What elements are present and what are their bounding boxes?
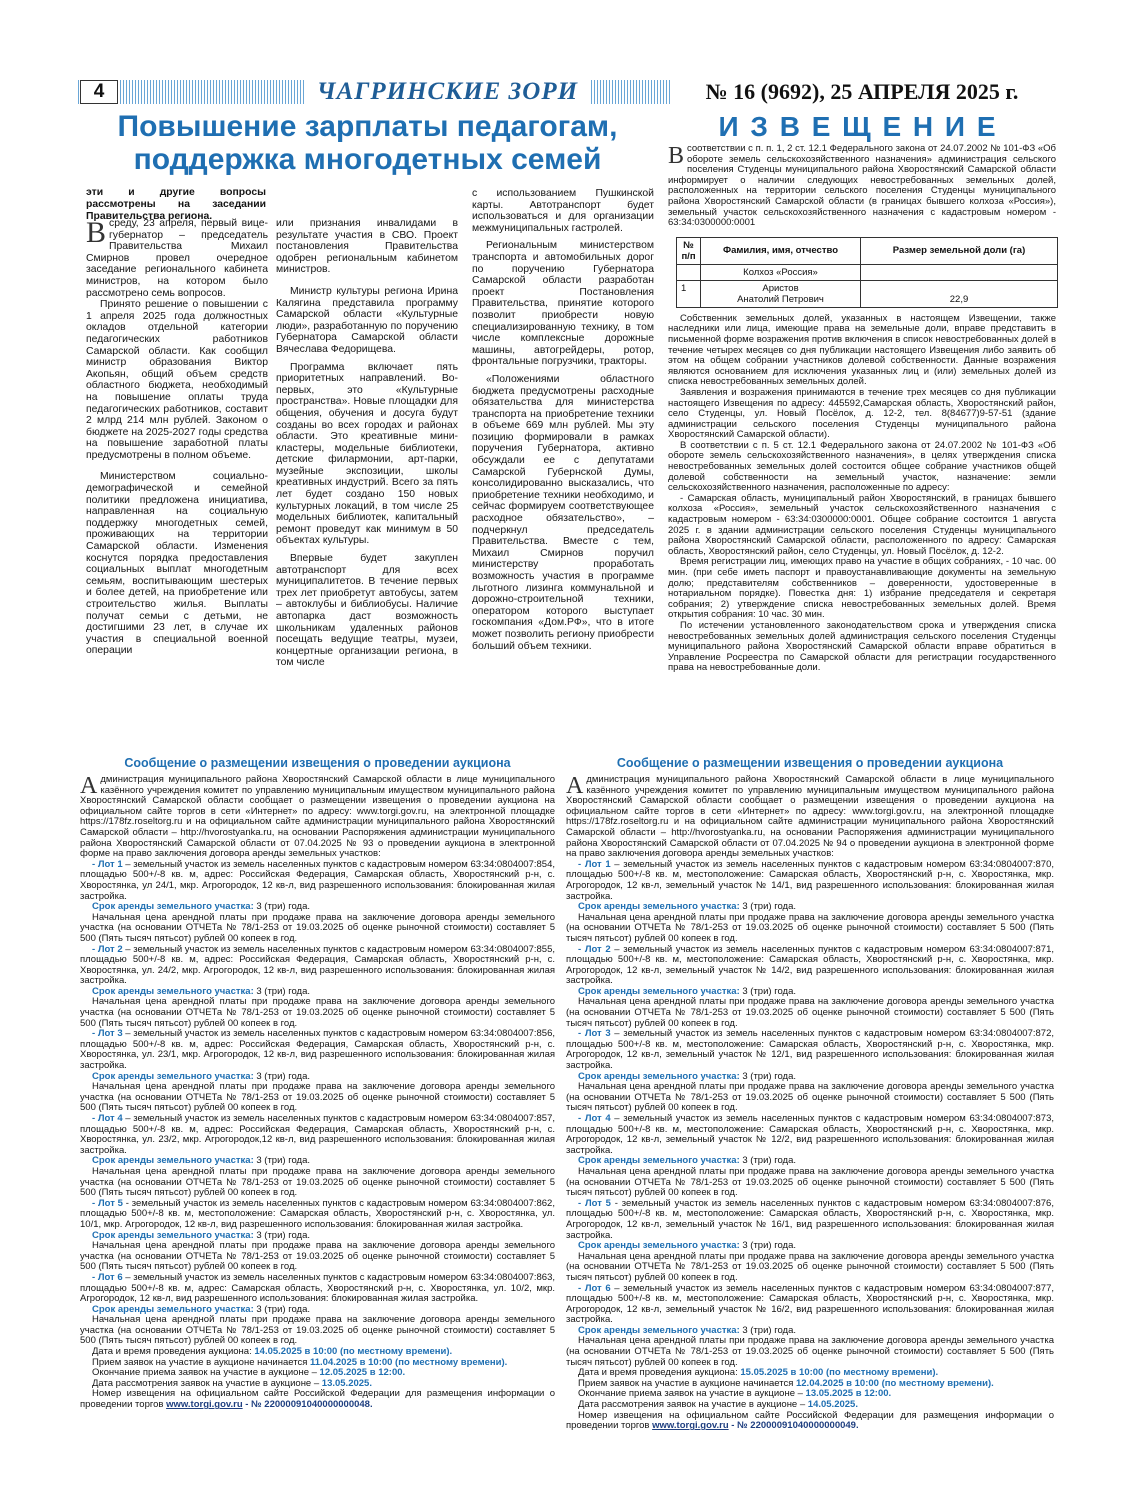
lot-text: – земельный участок из земель населенных пунктов с кадастровым номером 63:34:0804007:857, площадью 500+/-8 кв. м, адрес: Российская Федерация, Самарская область, Хворостянский р-н, с. Хворостянка, ул. 23/2, мкр. Агрогородок,12 кв-л, вид разрешенного использования: блокированная жилая застройка. — [80, 1113, 555, 1156]
lot-price: Начальная цена арендной платы при продаже права на заключение договора аренды земельного участка (на основании ОТЧЕТа № 78/1-253 от 19.03.2025 об оценке рыночной стоимости) составляет 5 500 (Пять тысяч пятьсот) рублей 00 копеек в год. — [80, 1240, 555, 1273]
auction-right-link[interactable]: www.torgi.gov.ru — [652, 1420, 729, 1432]
page-number: 4 — [80, 80, 118, 104]
notice-body — [668, 144, 1056, 674]
notice-text — [668, 314, 1056, 674]
article-col3-p2: Региональным министерством транспорта и автомобильных дорог по поручению Губернатора Самарской области разработан проект Постановления Правительства, принятие которого позволит приобрести новую специализированную технику, в том числе комплексные дорожные машины, автогрейдеры, ротор, фронтальные погрузчики, тракторы. — [472, 240, 654, 368]
lot-text: – земельный участок из земель населенных пунктов с кадастровым номером 63:34:0804007:855, площадью 500+/-8 кв. м, адрес: Российская Федерация, Самарская область, Хворостянский р-н, с. Хворостянка, ул. 24/2, мкр. Агрогородок, 12 кв-л, вид разрешенного использования: блокированная жилая застройка. — [80, 943, 555, 987]
auction-left-start: Прием заявок на участие в аукционе начинается 11.04.2025 в 10:00 (по местному времени). — [92, 1356, 508, 1368]
auction-right-intro: Администрация муниципального района Хворостянский Самарской области в лице муниципального казённого учреждения комитет по управлению муниципальным имуществом муниципального района Хворостянский Самарской области сообщает о размещении извещения о проведении аукциона на официальном сайте торгов в сети «Интернет» по адресу: www.torgi.gov.ru, на электронной площадке https://178fz.roseltorg.ru и на официальном сайте администрации муниципального района Хворостянский Самарской области – http://hvorostyanka.ru, на основании Распоряжения администрации муниципального района Хворостянский Самарской области от 07.04.2025 № 94 о проведении аукциона в электронной форме на право заключения договора аренды земельных участков: — [566, 773, 1054, 860]
lot-price: Начальная цена арендной платы при продаже права на заключение договора аренды земельного участка (на основании ОТЧЕТа № 78/1-253 от 19.03.2025 об оценке рыночной стоимости) составляет 5 500 (Пять тысяч пятьсот) рублей 00 копеек в год. — [566, 911, 1054, 944]
lot-term: Срок аренды земельного участка: 3 (три) года. — [92, 1229, 311, 1241]
auction-left — [80, 755, 555, 1411]
lot-1 — [80, 860, 555, 902]
auction-left-title: Сообщение о размещении извещения о проведении аукциона — [124, 756, 511, 770]
auction-right-number: Номер извещения на официальном сайте Российской Федерации для размещения информации о проведении торгов www.torgi.gov.ru - № 22000091040000000049. — [566, 1409, 1054, 1432]
article-col1-p2: Принято решение о повышении с 1 апреля 2025 года должностных окладов отдельной категории педагогических работников Самарской области. Как сообщил министр образования Виктор Акопьян, общий объем средств областного бюджета, необходимый на повышение оплаты труда педагогических работников, составит 2 млрд 214 млн рублей. Законом о бюджете на 2025-2027 годы средства на повышение заработной платы предусмотрены в полном объеме. — [86, 299, 268, 461]
table-group-empty2 — [861, 264, 1058, 280]
lot-price: Начальная цена арендной платы при продаже права на заключение договора аренды земельного участка (на основании ОТЧЕТа № 78/1-253 от 19.03.2025 об оценке рыночной стоимости) составляет 5 500 (Пять тысяч пятьсот) рублей 00 копеек в год. — [80, 1314, 555, 1347]
lot-price: Начальная цена арендной платы при продаже права на заключение договора аренды земельного участка (на основании ОТЧЕТа № 78/1-253 от 19.03.2025 об оценке рыночной стоимости) составляет 5 500 (Пять тысяч пятьсот) рублей 00 копеек в год. — [566, 1081, 1054, 1114]
auction-right-lots — [566, 860, 1054, 1369]
notice-table — [676, 237, 1058, 308]
notice-p1: Собственник земельных долей, указанных в настоящем Извещении, также наследники или лица, имеющие права на земельные доли, вправе представить в письменной форме возражения против включения в список невостребованных долей в течение четырех месяцев со дня публикации настоящего Извещения либо заявить об этом на общем собрании участников долевой собственности. Данные возражения являются основанием для исключения указанных лиц и (или) земельных долей из списка невостребованных земельных долей. — [668, 312, 1056, 388]
lot-price: Начальная цена арендной платы при продаже права на заключение договора аренды земельного участка (на основании ОТЧЕТа № 78/1-253 от 19.03.2025 об оценке рыночной стоимости) составляет 5 500 (Пять тысяч пятьсот) рублей 00 копеек в год. — [566, 1335, 1054, 1368]
lot-term: Срок аренды земельного участка: 3 (три) года. — [578, 1240, 797, 1252]
lot-label: - Лот 3 — [92, 1028, 123, 1040]
lot-5 — [80, 1199, 555, 1231]
lot-label: - Лот 1 — [92, 858, 123, 870]
lot-text: – земельный участок из земель населенных пунктов с кадастровым номером 63:34:0804007:863, площадью 500+/-8 кв. м, адрес: Самарская область, Хворостянский р-н, с. Хворостянка, ул. 10/2, мкр. Агрогородок, 12 кв-л, вид разрешенного использования: блокированная жилая застройка. — [80, 1271, 555, 1305]
auction-right-footer — [566, 1368, 1054, 1432]
auction-right-review: Дата рассмотрения заявок на участие в аукционе – 14.05.2025. — [578, 1399, 858, 1411]
lot-3 — [80, 1029, 555, 1071]
article-col2-p2: Министр культуры региона Ирина Калягина представила программу Самарской области «Культурные люди», разработанную по поручению Губернатора Самарской области Вячеслава Федорищева. — [276, 285, 458, 355]
auction-left-date: Дата и время проведения аукциона: 14.05.2025 в 10:00 (по местному времени). — [92, 1346, 453, 1358]
lot-label: - Лот 3 — [578, 1028, 611, 1040]
lot-label: - Лот 2 — [578, 943, 611, 955]
table-row-share: 22,9 — [861, 280, 1058, 307]
lot-text: – земельный участок из земель населенных пунктов с кадастровым номером 63:34:0804007:872, площадью 500+/-8 кв. м, местоположение: Самарская область, Хворостянский р-н, с. Хворостянка, мкр. Агрогородок, 12 кв-л, земельный участок № 12/1, вид разрешенного использования: блокированная жилая застройка. — [566, 1028, 1054, 1072]
article-lead: эти и другие вопросы рассмотрены на заседании Правительства региона. — [86, 187, 266, 222]
article-col1 — [86, 218, 268, 657]
table-row-num: 1 — [677, 280, 701, 307]
table-group: Колхоз «Россия» — [701, 264, 861, 280]
table-row-name: Аристов Анатолий Петрович — [701, 280, 861, 307]
lot-2 — [80, 945, 555, 987]
article-col3 — [472, 188, 654, 652]
masthead: ЧАГРИНСКИЕ ЗОРИ — [305, 78, 590, 106]
lot-2 — [566, 945, 1054, 987]
lot-label: - Лот 4 — [578, 1113, 611, 1124]
lot-label: - Лот 6 — [578, 1282, 611, 1294]
auction-left-link[interactable]: www.torgi.gov.ru — [166, 1399, 243, 1411]
notice-p5: Время регистрации лиц, имеющих право на участие в общих собраниях, - 10 час. 00 мин. (при себе иметь паспорт и правоустанавливающие документы на земельную долю; представителям собственников – доверенности, удостоверенные в нотариальном порядке). Повестка дня: 1) избрание председателя и секретаря собрания; 2) утверждение списка невостребованных земельных долей. Время открытия собрания: 10 час. 30 мин. — [668, 556, 1056, 621]
lot-label: - Лот 5 — [92, 1197, 123, 1209]
lot-text: – земельный участок из земель населенных пунктов с кадастровым номером 63:34:0804007:854, площадью 500+/-8 кв. м, адрес: Российская Федерация, Самарская область, Хворостянский р-н, с. Хворостянка, ул 24/1, мкр. Агрогородок, 12 кв-л, вид разрешенного использования: блокированная жилая застройка. — [80, 858, 555, 902]
notice-p2: Заявления и возражения принимаются в течение трех месяцев со дня публикации настоящего Извещения по адресу: 445592,Самарская область, Хворостянский район, село Студенцы, ул. Новый Посёлок, д. 12-2, тел. 8(84677)9-57-51 (здание администрации сельского поселения Студенцы муниципального района Хворостянский Самарской области). — [668, 386, 1056, 441]
auction-right-title: Сообщение о размещении извещения о проведении аукциона — [616, 756, 1004, 770]
lot-text: – земельный участок из земель населенных пунктов с кадастровым номером 63:34:0804007:873, площадью 500+/-8 кв. м, местоположение: Самарская область, Хворостянский р-н, с. Хворостянка, мкр. Агрогородок, 12 кв-л, земельный участок № 12/2, вид разрешенного использования: блокированная жилая застройка. — [566, 1113, 1054, 1156]
article-title-line2: поддержка многодетных семей — [133, 143, 602, 176]
notice-p4: - Самарская область, муниципальный район Хворостянский, в границах бывшего колхоза «Россия», земельный участок сельскохозяйственного назначения с кадастровым номером - 63:34:0300000:0001. Общее собрание состоится 1 августа 2025 г. в здании администрации сельского поселения Студенцы муниципального района Хворостянский Самарской области, расположенного по адресу: Самарская область, Хворостянский район, село Студенцы, ул. Новый Посёлок, д. 12-2. — [668, 492, 1056, 557]
auction-right — [566, 755, 1054, 1432]
auction-left-dropcap: А — [80, 773, 98, 799]
lot-text: – земельный участок из земель населенных пунктов с кадастровым номером 63:34:0804007:870, площадью 500+/-8 кв. м, местоположение: Самарская область, Хворостянский р-н, с. Хворостянка, мкр. Агрогородок, 12 кв-л, земельный участок № 14/1, вид разрешенного использования: блокированная жилая застройка. — [566, 858, 1054, 902]
notice-p3: В соответствии с п. 5 ст. 12.1 Федерального закона от 24.07.2002 № 101-ФЗ «Об обороте земель сельскохозяйственного назначения», в целях утверждения списка невостребованных земельных долей состоится общее собрание участников общей долевой собственности на земельный участок, назначение: земли сельскохозяйственного назначения, расположенные по адресу: — [668, 439, 1056, 494]
notice-dropcap: В — [668, 143, 685, 169]
article-dropcap: В — [86, 216, 107, 249]
auction-left-footer — [80, 1347, 555, 1411]
table-header-num: № п/п — [677, 237, 701, 264]
issue-number: № 16 (9692), 25 АПРЕЛЯ 2025 г. — [672, 80, 1052, 104]
auction-left-number: Номер извещения на официальном сайте Российской Федерации для размещения информации о проведении торгов www.torgi.gov.ru - № 22000091040000000048. — [80, 1388, 555, 1411]
lot-5 — [566, 1199, 1054, 1241]
lot-term: Срок аренды земельного участка: 3 (три) года. — [578, 1155, 797, 1167]
lot-term: Срок аренды земельного участка: 3 (три) года. — [92, 985, 311, 997]
lot-price: Начальная цена арендной платы при продаже права на заключение договора аренды земельного участка (на основании ОТЧЕТа № 78/1-253 от 19.03.2025 об оценке рыночной стоимости) составляет 5 500 (Пять тысяч пятьсот) рублей 00 копеек в год. — [80, 996, 555, 1029]
lot-price: Начальная цена арендной платы при продаже права на заключение договора аренды земельного участка (на основании ОТЧЕТа № 78/1-253 от 19.03.2025 об оценке рыночной стоимости) составляет 5 500 (Пять тысяч пятьсот) рублей 00 копеек в год. — [80, 1081, 555, 1114]
lot-price: Начальная цена арендной платы при продаже права на заключение договора аренды земельного участка (на основании ОТЧЕТа № 78/1-253 от 19.03.2025 об оценке рыночной стоимости) составляет 5 500 (Пять тысяч пятьсот) рублей 00 копеек в год. — [566, 1250, 1054, 1283]
table-header-share: Размер земельной доли (га) — [861, 237, 1058, 264]
lot-label: - Лот 1 — [578, 858, 611, 870]
article-title-line1: Повышение зарплаты педагогам, — [117, 110, 618, 143]
lot-term: Срок аренды земельного участка: 3 (три) года. — [92, 901, 311, 913]
auction-right-start: Прием заявок на участие в аукционе начинается 12.04.2025 в 10:00 (по местному времени). — [578, 1377, 994, 1389]
lot-term: Срок аренды земельного участка: 3 (три) года. — [92, 1070, 311, 1082]
article-col1-p3: Министерством социально-демографической и семейной политики предложена инициатива, направленная на социальную поддержку многодетных семей, проживающих на территории Самарской области. Изменения коснутся порядка предоставления социальных выплат многодетным семьям, воспитывающим шестерых и более детей, на приобретение или строительство жилья. Выплаты получат семьи с детьми, не достигшими 23 лет, в случае их участия в специальной военной операции — [86, 471, 268, 657]
lot-text: – земельный участок из земель населенных пунктов с кадастровым номером 63:34:0804007:856, площадью 500+/-8 кв. м, адрес: Российская Федерация, Самарская область, Хворостянский р-н, с. Хворостянка, ул. 23/1, мкр. Агрогородок, 12 кв-л, вид разрешенного использования: блокированная жилая застройка. — [80, 1028, 555, 1072]
lot-text: - земельный участок из земель населенных пунктов с кадастровым номером 63:34:0804007:876, площадью 500+/-8 кв. м, местоположение: Самарская область, Хворостянский р-н, с. Хворостянка, мкр. Агрогородок, 12 кв-л, земельный участок № 16/1, вид разрешенного использования: блокированная жилая застройка. — [566, 1197, 1054, 1241]
lot-price: Начальная цена арендной платы при продаже права на заключение договора аренды земельного участка (на основании ОТЧЕТа № 78/1-253 от 19.03.2025 об оценке рыночной стоимости) составляет 5 500 (Пять тысяч пятьсот) рублей 00 копеек в год. — [80, 1165, 555, 1199]
lot-term: Срок аренды земельного участка: 3 (три) года. — [92, 1303, 311, 1315]
auction-right-dropcap: А — [566, 773, 584, 799]
article-col3-p3: «Положениями областного бюджета предусмотрены расходные обязательства для министерства транспорта на приобретение техники в объеме 669 млн рублей. Мы эту позицию формировали в рамках поручения Губернатора, активно обсуждали ее с депутатами Самарской Губернской Думы, консолидированно высказались, что приобретение техники необходимо, и сейчас формируем соответствующее расходное обязательство», – подчеркнул председатель Правительства. Вместе с тем, Михаил Смирнов поручил министерству проработать возможность участия в программе льготного лизинга коммунальной и дорожно-строительной техники, оператором которого выступает госкомпания «Дом.РФ», что в итоге может позволить региону приобрести больший объем техники. — [472, 373, 654, 652]
lot-text: – земельный участок из земель населенных пунктов с кадастровым номером 63:34:0804007:877, площадью 500+/-8 кв. м, местоположение: Самарская область, Хворостянский р-н, с. Хворостянка, мкр. Агрогородок, 12 кв-л, земельный участок № 16/2, вид разрешенного использования: блокированная жилая застройка. — [566, 1282, 1054, 1326]
lot-text: - земельный участок из земель населенных пунктов с кадастровым номером 63:34:0804007:862, площадью 500+/-8 кв. м, местоположение: Самарская область, Хворостянский р-н, с. Хворостянка, ул. 10/1, мкр. Агрогородок, 12 кв-л, вид разрешенного использования: блокированная жилая застройка. — [80, 1197, 555, 1230]
article-col2-p4: Впервые будет закуплен автотранспорт для всех муниципалитетов. В течение первых трех лет приобретут автобусы, затем – автоклубы и библиобусы. Наличие автопарка даст возможность школьникам удаленных районов посещать ведущие театры, музеи, концертные организации региона, в том числе — [276, 553, 458, 669]
lot-label: - Лот 5 — [578, 1197, 611, 1209]
notice-title: И З В Е Щ Е Н И Е — [718, 111, 998, 142]
lot-4 — [566, 1114, 1054, 1156]
lot-label: - Лот 2 — [92, 943, 123, 955]
auction-right-end: Окончание приема заявок на участие в аукционе – 13.05.2025 в 12:00. — [578, 1388, 892, 1400]
lot-term: Срок аренды земельного участка: 3 (три) года. — [92, 1155, 311, 1167]
lot-label: - Лот 6 — [92, 1271, 123, 1283]
lot-1 — [566, 860, 1054, 902]
notice-intro: Всоответствии с п. п. 1, 2 ст. 12.1 Федерального закона от 24.07.2002 № 101-ФЗ «Об обороте земель сельскохозяйственного назначения» администрация сельского поселения Студенцы муниципального района Хворостянский Самарской области информирует о наличии следующих невостребованных земельных долей, расположенных на территории сельского поселения Студенцы муниципального района Хворостянский Самарской области (в границах бывшего колхоза «Россия»), земельный участок сельскохозяйственного назначения с кадастровым номером - 63:34:0300000:0001 — [668, 143, 1056, 229]
article-title — [80, 110, 655, 176]
table-header-name: Фамилия, имя, отчество — [701, 237, 861, 264]
article-col2-p3: Программа включает пять приоритетных направлений. Во-первых, это «Культурные пространства». Новые площадки для общения, обучения и досуга будут созданы во всех городах и районах области. Это креативные мини-кластеры, модельные библиотеки, детские филармонии, арт-парки, музейные экспозиции, школы креативных индустрий. Всего за пять лет будет создано 150 новых культурных локаций, в том числе 25 модельных библиотек, капитальный ремонт проведут как минимум в 50 объектах культуры. — [276, 361, 458, 547]
lot-price: Начальная цена арендной платы при продаже права на заключение договора аренды земельного участка (на основании ОТЧЕТа № 78/1-253 от 19.03.2025 об оценке рыночной стоимости) составляет 5 500 (Пять тысяч пятьсот) рублей 00 копеек в год. — [566, 996, 1054, 1029]
table-group-empty — [677, 264, 701, 280]
lot-text: – земельный участок из земель населенных пунктов с кадастровым номером 63:34:0804007:871, площадью 500+/-8 кв. м, местоположение: Самарская область, Хворостянский р-н, с. Хворостянка, мкр. Агрогородок, 12 кв-л, земельный участок № 14/2, вид разрешенного использования: блокированная жилая застройка. — [566, 943, 1054, 987]
lot-term: Срок аренды земельного участка: 3 (три) года. — [578, 1324, 797, 1336]
auction-right-date: Дата и время проведения аукциона: 15.05.2025 в 10:00 (по местному времени). — [578, 1367, 939, 1379]
lot-price: Начальная цена арендной платы при продаже права на заключение договора аренды земельного участка (на основании ОТЧЕТа № 78/1-253 от 19.03.2025 об оценке рыночной стоимости) составляет 5 500 (Пять тысяч пятьсот) рублей 00 копеек в год. — [80, 911, 555, 944]
lot-4 — [80, 1114, 555, 1156]
article-col3-p1: с использованием Пушкинской карты. Автотранспорт будет использоваться и для организации межмуниципальных гастролей. — [472, 188, 654, 234]
auction-left-review: Дата рассмотрения заявок на участие в аукционе – 13.05.2025. — [92, 1377, 372, 1389]
notice-p6: По истечении установленного законодательством срока и утверждения списка невостребованных земельных долей администрация сельского поселения Студенцы муниципального района Хворостянский Самарской области вправе обратиться в Управление Росреестра по Самарской области для регистрации государственного права на невостребованные доли. — [668, 619, 1056, 674]
lot-3 — [566, 1029, 1054, 1071]
auction-left-end: Окончание приема заявок на участие в аукционе – 12.05.2025 в 12:00. — [92, 1367, 406, 1379]
auction-left-intro: Администрация муниципального района Хворостянский Самарской области в лице муниципального казённого учреждения комитет по управлению муниципальным имуществом муниципального района Хворостянский Самарской области сообщает о размещении извещения о проведении аукциона на официальном сайте торгов в сети «Интернет» по адресу: www.torgi.gov.ru, на электронной площадке https://178fz.roseltorg.ru и на официальном сайте администрации муниципального района Хворостянский Самарской области – http://hvorostyanka.ru, на основании Распоряжения администрации муниципального района Хворостянский Самарской области от 07.04.2025 № 93 о проведении аукциона в электронной форме на право заключения договора аренды земельных участков: — [80, 773, 555, 860]
lot-6 — [80, 1273, 555, 1305]
lot-label: - Лот 4 — [92, 1113, 123, 1124]
auction-left-lots — [80, 860, 555, 1347]
lot-term: Срок аренды земельного участка: 3 (три) года. — [578, 985, 797, 997]
lot-price: Начальная цена арендной платы при продаже права на заключение договора аренды земельного участка (на основании ОТЧЕТа № 78/1-253 от 19.03.2025 об оценке рыночной стоимости) составляет 5 500 (Пять тысяч пятьсот) рублей 00 копеек в год. — [566, 1165, 1054, 1199]
article-col2 — [276, 218, 458, 669]
lot-6 — [566, 1284, 1054, 1326]
lot-term: Срок аренды земельного участка: 3 (три) года. — [578, 901, 797, 913]
article-col2-p1: или признания инвалидами в результате участия в СВО. Проект постановления Правительства одобрен региональным кабинетом министров. — [276, 218, 458, 276]
article-col1-p1: Всреду, 23 апреля, первый вице-губернатор – председатель Правительства Михаил Смирнов провел очередное заседание регионального кабинета министров, на котором было рассмотрено семь вопросов. — [86, 216, 268, 299]
lot-term: Срок аренды земельного участка: 3 (три) года. — [578, 1070, 797, 1082]
